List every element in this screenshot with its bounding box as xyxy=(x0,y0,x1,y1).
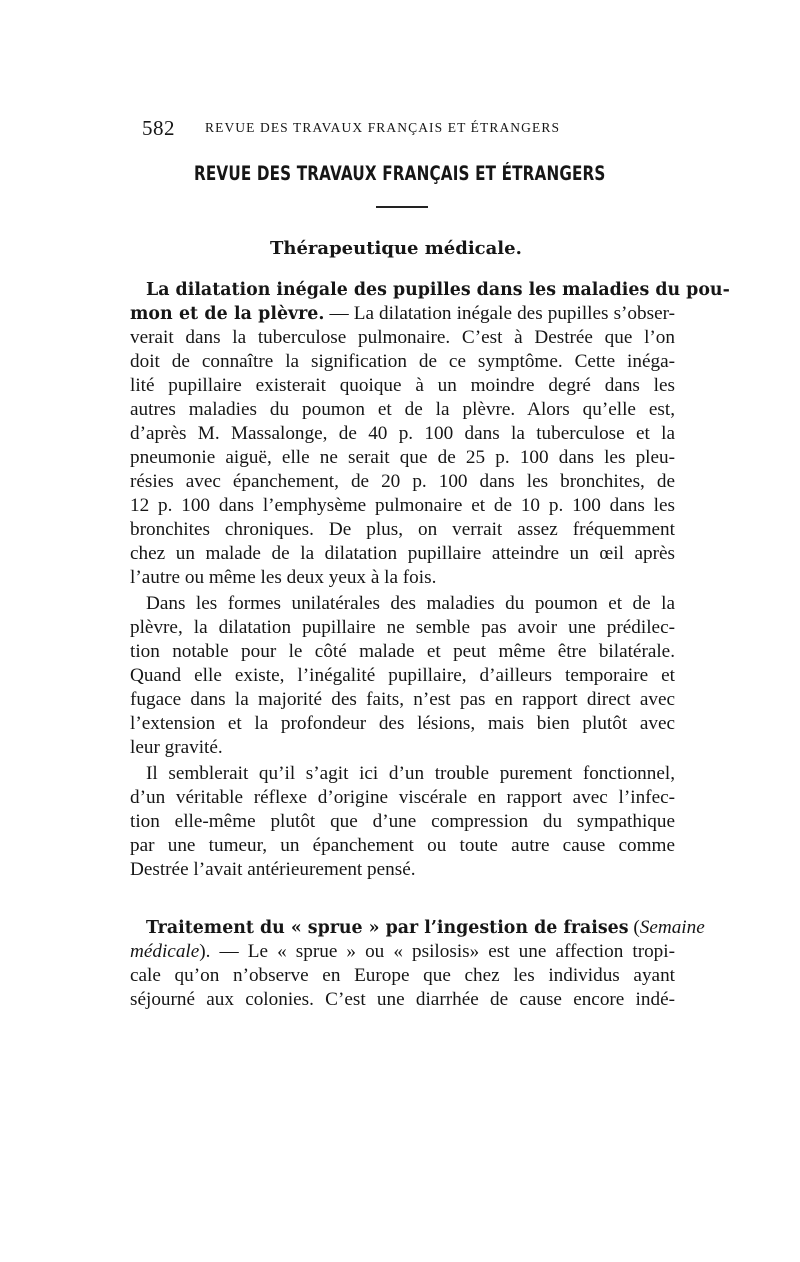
article1-line-10: chez un malade de la dilatation pupillaire atteindre un œil après xyxy=(130,543,675,564)
article-line xyxy=(130,302,675,326)
article1-line-21: tion elle-même plutôt que d’une compression du sympathique xyxy=(130,811,675,832)
article1-line-4: autres maladies du poumon et de la plèvre. Alors qu’elle est, xyxy=(130,399,675,420)
subsection-title: Thérapeutique médicale. xyxy=(270,238,522,259)
article1-line-6: pneumonie aiguë, elle ne serait que de 25 p. 100 dans les pleu- xyxy=(130,447,675,468)
article1-line-3: lité pupillaire existerait quoique à un moindre degré dans les xyxy=(130,375,675,396)
article1-line-11: l’autre ou même les deux yeux à la fois. xyxy=(130,567,437,588)
article1-line-1: verait dans la tuberculose pulmonaire. C’est à Destrée que l’on xyxy=(130,327,675,348)
article1-line-22: par une tumeur, un épanchement ou toute autre cause comme xyxy=(130,835,675,856)
section-title: REVUE DES TRAVAUX FRANÇAIS ET ÉTRANGERS xyxy=(194,162,606,185)
article1-heading-part2: mon et de la plèvre. xyxy=(130,304,325,324)
article2-heading-line xyxy=(146,916,705,940)
article1-line-9: bronchites chroniques. De plus, on verrait assez fréquemment xyxy=(130,519,675,540)
title-rule xyxy=(376,206,428,208)
article1-line-7: résies avec épanchement, de 20 p. 100 dans les bronchites, de xyxy=(130,471,675,492)
article1-line-2: doit de connaître la signification de ce symptôme. Cette inéga- xyxy=(130,351,675,372)
article1-line-15: Quand elle existe, l’inégalité pupillaire, d’ailleurs temporaire et xyxy=(130,665,675,686)
running-head xyxy=(142,116,682,140)
article2-source: Semaine xyxy=(639,917,705,938)
article1-line-8: 12 p. 100 dans l’emphysème pulmonaire et de 10 p. 100 dans les xyxy=(130,495,675,516)
article2-source-line2: médicale xyxy=(130,941,200,962)
article2-source-open: ( xyxy=(628,917,640,938)
page-number: 582 xyxy=(142,116,175,140)
article1-line-14: tion notable pour le côté malade et peut même être bilatérale. xyxy=(130,641,675,662)
article2-line-2: cale qu’on n’observe en Europe que chez les individus ayant xyxy=(130,965,675,986)
article1-line-13: plèvre, la dilatation pupillaire ne semble pas avoir une prédilec- xyxy=(130,617,675,638)
article1-line-20: d’un véritable réflexe d’origine viscérale en rapport avec l’infec- xyxy=(130,787,675,808)
article1-line-12: Dans les formes unilatérales des maladies du poumon et de la xyxy=(146,593,675,614)
running-title: REVUE DES TRAVAUX FRANÇAIS ET ÉTRANGERS xyxy=(205,120,561,135)
article1-line-19: Il semblerait qu’il s’agit ici d’un trouble purement fonctionnel, xyxy=(146,763,675,784)
article2-heading: Traitement du « sprue » par l’ingestion de fraises xyxy=(146,918,629,938)
article1-line-0: — La dilatation inégale des pupilles s’obser- xyxy=(324,303,675,324)
article1-line-23: Destrée l’avait antérieurement pensé. xyxy=(130,859,416,880)
article2-line-1 xyxy=(130,940,675,964)
article1-line-18: leur gravité. xyxy=(130,737,223,758)
article1-heading-line xyxy=(146,278,730,302)
article1-line-5: d’après M. Massalonge, de 40 p. 100 dans la tuberculose et la xyxy=(130,423,675,444)
article2-line2-rest: ). — Le « sprue » ou « psilosis» est une affection tropi- xyxy=(199,941,675,962)
article2-line-3: séjourné aux colonies. C’est une diarrhée de cause encore indé- xyxy=(130,989,675,1010)
article1-line-16: fugace dans la majorité des faits, n’est pas en rapport direct avec xyxy=(130,689,675,710)
article1-heading-part1: La dilatation inégale des pupilles dans les maladies du pou- xyxy=(146,280,730,300)
article1-line-17: l’extension et la profondeur des lésions, mais bien plutôt avec xyxy=(130,713,675,734)
